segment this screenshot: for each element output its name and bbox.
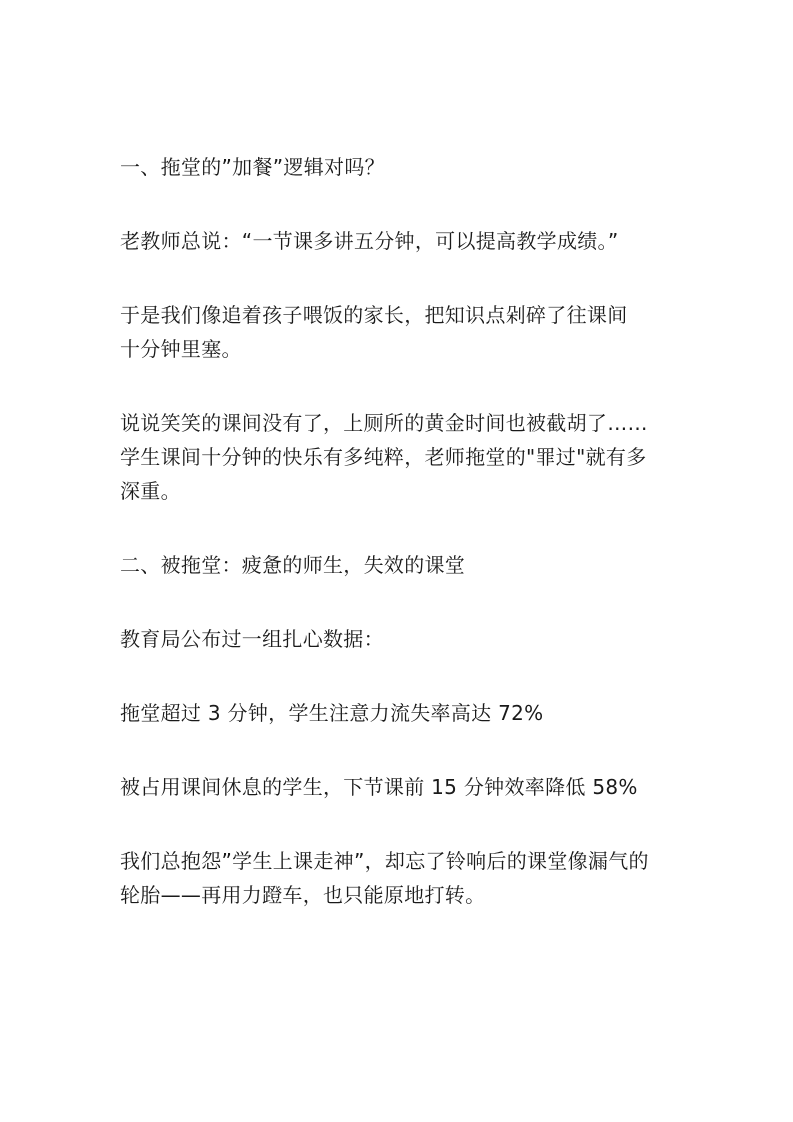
text-line: 被占用课间休息的学生，下节课前 15 分钟效率降低 58% bbox=[120, 775, 638, 799]
text-line: 轮胎——再用力蹬车，也只能原地打转。 bbox=[120, 883, 486, 907]
text-line: 我们总抱怨”学生上课走神”，却忘了铃响后的课堂像漏气的 bbox=[120, 849, 649, 873]
text-line: 深重。 bbox=[120, 479, 181, 503]
text-line: 于是我们像追着孩子喂饭的家长，把知识点剁碎了往课间 bbox=[120, 303, 628, 327]
paragraph bbox=[120, 224, 680, 258]
text-line: 二、被拖堂：疲惫的师生，失效的课堂 bbox=[120, 553, 466, 577]
text-line: 学生课间十分钟的快乐有多纯粹，老师拖堂的"罪过"就有多 bbox=[120, 445, 647, 469]
text-line: 十分钟里塞。 bbox=[120, 337, 242, 361]
text-line: 说说笑笑的课间没有了，上厕所的黄金时间也被截胡了…… bbox=[120, 411, 648, 435]
data-point bbox=[120, 770, 680, 804]
text-line: 一、拖堂的”加餐”逻辑对吗？ bbox=[120, 155, 385, 179]
paragraph bbox=[120, 406, 680, 508]
data-point bbox=[120, 696, 680, 730]
text-line: 拖堂超过 3 分钟，学生注意力流失率高达 72% bbox=[120, 701, 544, 725]
text-line: 教育局公布过一组扎心数据： bbox=[120, 627, 384, 651]
document-body bbox=[120, 150, 680, 912]
paragraph bbox=[120, 298, 680, 366]
text-line: 老教师总说：“一节课多讲五分钟，可以提高教学成绩。” bbox=[120, 229, 619, 253]
paragraph bbox=[120, 844, 680, 912]
paragraph bbox=[120, 622, 680, 656]
section-heading-1 bbox=[120, 150, 680, 184]
section-heading-2 bbox=[120, 548, 680, 582]
